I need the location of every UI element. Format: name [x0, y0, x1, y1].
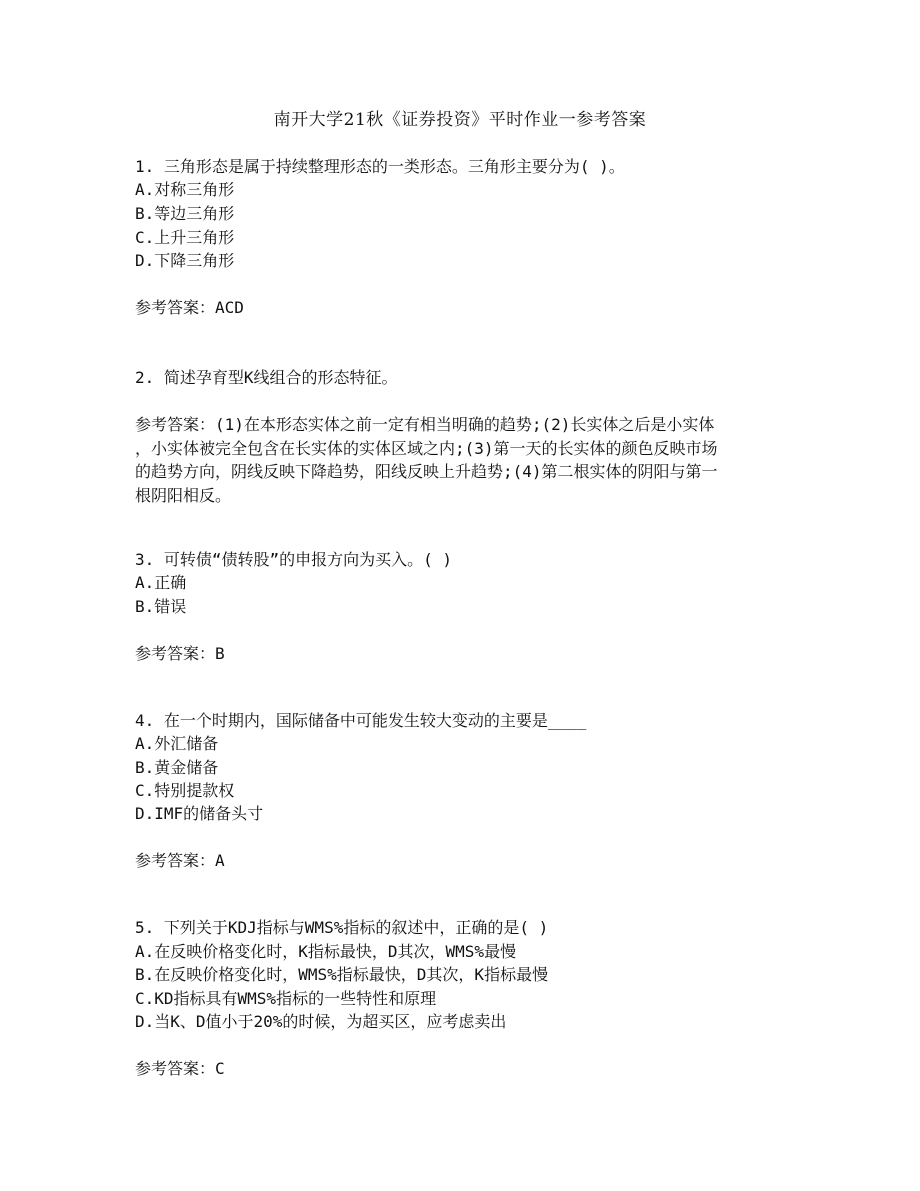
question-2-answer-line-2: ，小实体被完全包含在长实体的实体区域之内;(3)第一天的长实体的颜色反映市场: [135, 439, 718, 458]
question-2-answer-line-3: 的趋势方向，阴线反映下降趋势，阳线反映上升趋势;(4)第二根实体的阴阳与第一: [135, 462, 718, 481]
question-2-answer-line-1: 参考答案：(1)在本形态实体之前一定有相当明确的趋势;(2)长实体之后是小实体: [135, 415, 715, 434]
question-2-text: 2. 简述孕育型K线组合的形态特征。: [135, 368, 398, 387]
question-4-option-a: A.外汇储备: [135, 734, 219, 753]
question-3-text: 3. 可转债“债转股”的申报方向为买入。( ): [135, 550, 453, 569]
question-3-option-a: A.正确: [135, 573, 187, 592]
question-1-option-c: C.上升三角形: [135, 228, 235, 247]
question-5-option-a: A.在反映价格变化时，K指标最快，D其次，WMS%最慢: [135, 942, 517, 961]
question-4-option-b: B.黄金储备: [135, 758, 219, 777]
question-1-option-a: A.对称三角形: [135, 180, 235, 199]
document-title: 南开大学21秋《证券投资》平时作业一参考答案: [273, 110, 647, 130]
question-5-option-b: B.在反映价格变化时，WMS%指标最快，D其次，K指标最慢: [135, 965, 549, 984]
question-4-answer: 参考答案：A: [135, 851, 225, 870]
question-4-option-c: C.特别提款权: [135, 781, 235, 800]
question-2-answer-line-4: 根阴阳相反。: [135, 486, 232, 505]
question-5-option-c: C.KD指标具有WMS%指标的一些特性和原理: [135, 989, 437, 1008]
question-5-answer: 参考答案：C: [135, 1059, 225, 1078]
question-1-option-d: D.下降三角形: [135, 251, 235, 270]
question-1-text: 1. 三角形态是属于持续整理形态的一类形态。三角形主要分为( )。: [135, 157, 625, 176]
question-5-option-d: D.当K、D值小于20%的时候，为超买区，应考虑卖出: [135, 1012, 507, 1031]
question-1-option-b: B.等边三角形: [135, 204, 235, 223]
question-1-answer: 参考答案：ACD: [135, 298, 244, 317]
question-3-answer: 参考答案：B: [135, 644, 225, 663]
question-5-text: 5. 下列关于KDJ指标与WMS%指标的叙述中，正确的是( ): [135, 918, 549, 937]
question-4-option-d: D.IMF的储备头寸: [135, 804, 264, 823]
question-3-option-b: B.错误: [135, 597, 187, 616]
question-4-text: 4. 在一个时期内，国际储备中可能发生较大变动的主要是____: [135, 711, 587, 730]
